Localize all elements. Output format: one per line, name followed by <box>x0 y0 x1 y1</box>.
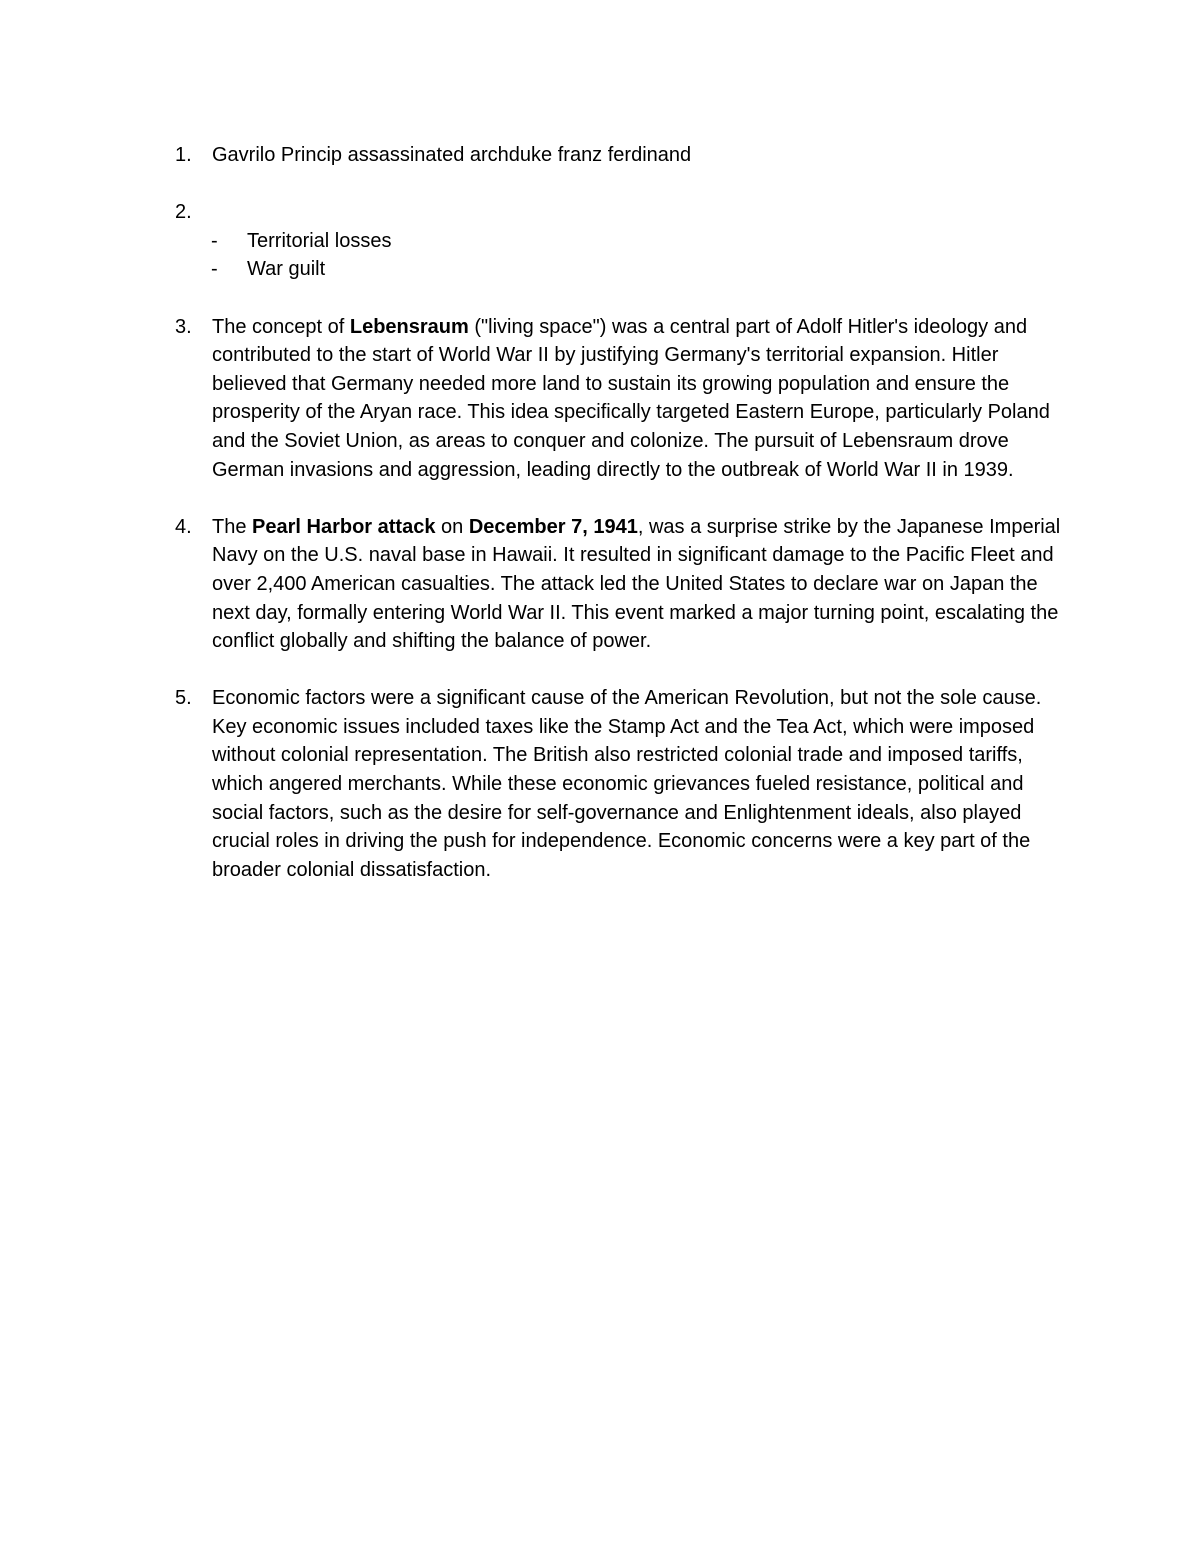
sub-list <box>211 227 1101 284</box>
sub-list-item <box>211 227 1101 256</box>
item-number: 2. <box>175 201 192 224</box>
item-text: Gavrilo Princip assassinated archduke franz ferdinand <box>212 144 692 166</box>
item-number: 1. <box>175 144 192 166</box>
item-number: 5. <box>175 687 192 710</box>
list-item <box>175 684 1065 884</box>
paragraph-lead: The concept of <box>212 315 350 338</box>
list-item <box>175 513 1065 656</box>
sub-list-item <box>211 255 1101 284</box>
paragraph-lead: The <box>212 515 253 538</box>
list-item <box>175 198 1065 227</box>
spacer <box>175 284 1065 313</box>
item-number: 3. <box>175 315 192 338</box>
list-item <box>175 313 1065 485</box>
paragraph-rest: , was a surprise strike by the Japanese Imperial Navy on the U.S. naval base in Hawaii. It resulted in significant damage to the Pacific Fleet and over 2,400 American casualties. The attack led the United States to declare war on Japan the next day, formally entering World War II. This event marked a major turning point, escalating the conflict globally and shifting the balance of power. <box>212 515 1061 653</box>
dash-bullet: - <box>211 229 218 252</box>
spacer <box>175 656 1065 685</box>
sub-item-text: War guilt <box>247 258 326 281</box>
item-number: 4. <box>175 515 192 538</box>
sub-list-wrapper <box>175 227 1065 284</box>
paragraph-mid: on <box>435 515 469 538</box>
item-paragraph: Economic factors were a significant cause of the American Revolution, but not the sole cause. Key economic issues included taxes like the Stamp Act and the Tea Act, which were imposed without colonial representation. The British also restricted colonial trade and imposed tariffs, which angered merchants. While these economic grievances fueled resistance, political and social factors, such as the desire for self-governance and Enlightenment ideals, also played crucial roles in driving the push for independence. Economic concerns were a key part of the broader colonial dissatisfaction. <box>212 687 1042 881</box>
dash-bullet: - <box>211 258 218 281</box>
list-item <box>175 141 1065 170</box>
item-paragraph <box>212 513 1065 656</box>
sub-item-text: Territorial losses <box>247 229 392 252</box>
bold-term: Pearl Harbor attack <box>252 515 436 538</box>
spacer <box>175 484 1065 513</box>
bold-date: December 7, 1941 <box>468 515 638 538</box>
bold-term: Lebensraum <box>349 315 469 338</box>
spacer <box>175 170 1065 199</box>
item-paragraph <box>212 313 1065 485</box>
numbered-list <box>175 141 1065 884</box>
paragraph-rest: ("living space") was a central part of Adolf Hitler's ideology and contributed to the start of World War II by justifying Germany's territorial expansion. Hitler believed that Germany needed more land to sustain its growing population and ensure the prosperity of the Aryan race. This idea specifically targeted Eastern Europe, particularly Poland and the Soviet Union, as areas to conquer and colonize. The pursuit of Lebensraum drove German invasions and aggression, leading directly to the outbreak of World War II in 1939. <box>212 315 1050 481</box>
